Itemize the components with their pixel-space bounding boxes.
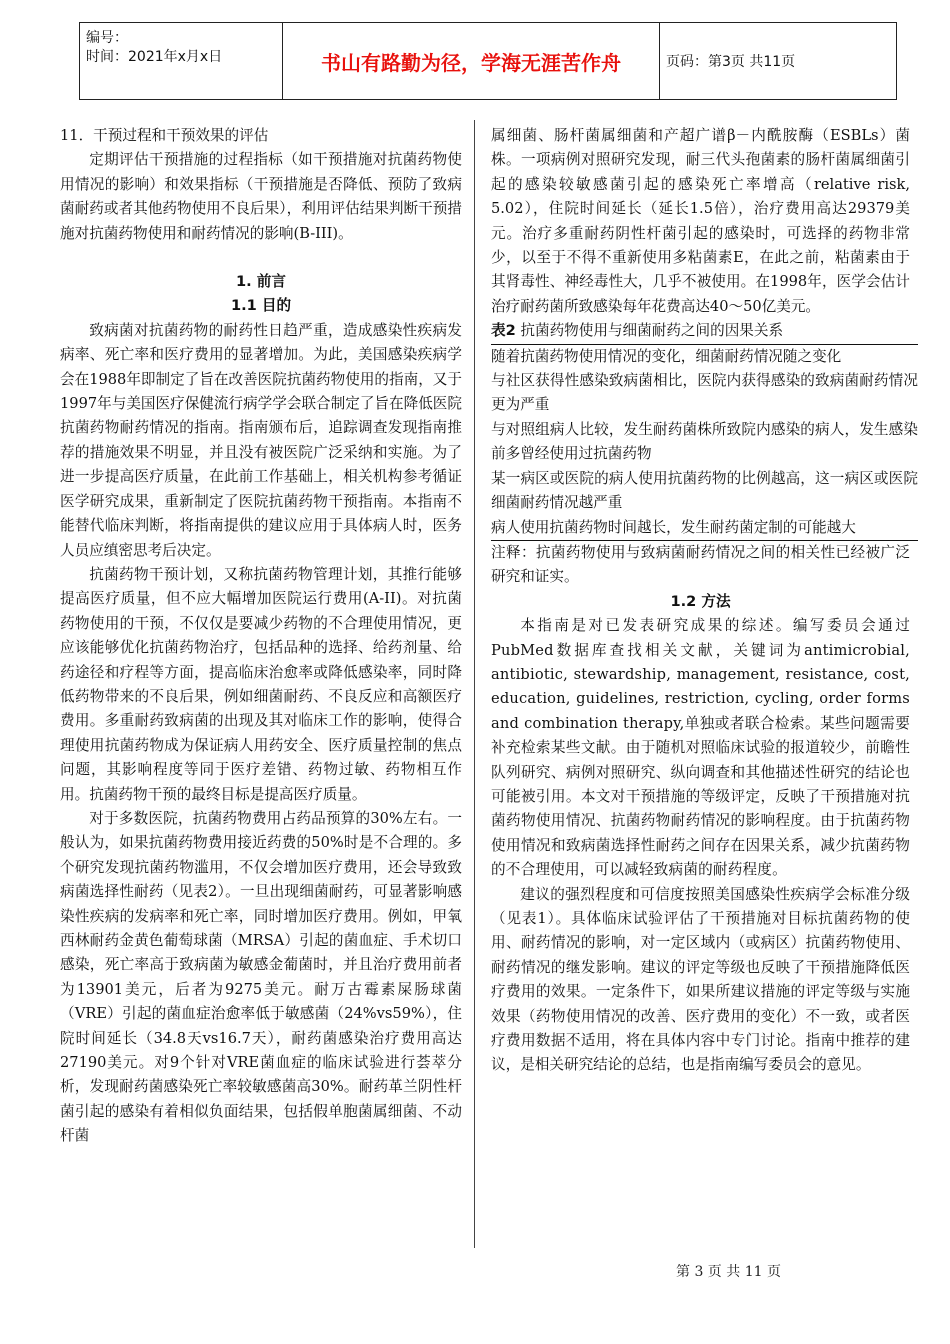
paragraph-purpose-3: 对于多数医院，抗菌药物费用占药品预算的30%左右。一般认为，如果抗菌药物费用接近药费的50%时是不合理的。多个研究发现抗菌药物滥用，不仅会增加医疗费用，还会导致致病菌选择性耐药（见表2）。一旦出现细菌耐药，可显著影响感染性疾病的发病率和死亡率，同时增加医疗费用。例如，甲氧西林耐药金黄色葡萄球菌（MRSA）引起的菌血症、手术切口感染，死亡率高于致病菌为敏感金葡菌时，并且治疗费用前者为13901美元，后者为9275美元。耐万古霉素屎肠球菌（VRE）引起的菌血症治愈率低于敏感菌（24%vs59%），住院时间延长（34.8天vs16.7天），耐药菌感染治疗费用高达27190美元。对9个针对VRE菌血症的临床试验进行荟萃分析，发现耐药菌感染死亡率较敏感菌高30%。耐药革兰阴性杆菌引起的感染有着相似负面结果，包括假单胞菌属细菌、不动杆菌: [60, 809, 462, 1145]
paragraph-method-1: 本指南是对已发表研究成果的综述。编写委员会通过PubMed数据库查找相关文献，关键词为antimicrobial, antibiotic, stewardship, management, resistance, cost, education, guidelines, restriction, cycling, order forms and combination therapy,单独或者联合检索。某些问题需要补充检索某些文献。由于随机对照临床试验的报道较少，前瞻性队列研究、病例对照研究、纵向调查和其他描述性研究的结论也可能被引用。本文对干预措施的等级评定，反映了干预措施对抗菌药物使用情况、抗菌药物耐药情况的影响程度。由于抗菌药物使用情况和致病菌选择性耐药之间存在因果关系，减少抗菌药物的不合理使用，可以减轻致病菌的耐药程度。: [491, 617, 910, 879]
column-divider: [474, 120, 475, 1248]
paragraph-method-2: 建议的强烈程度和可信度按照美国感染性疾病学会标准分级（见表1）。具体临床试验评估了干预措施对目标抗菌药物的使用、耐药情况的影响，对一定区域内（或病区）抗菌药物使用、耐药情况的继发影响。建议的评定等级也反映了干预措施降低医疗费用的效果。一定条件下，如果所建议措施的评定等级与实施效果（药物使用情况的改善、医疗费用的变化）不一致，或者医疗费用数据不适用，将在具体内容中专门讨论。指南中推荐的建议，是相关研究结论的总结，也是指南编写委员会的意见。: [491, 885, 910, 1074]
table-row: 与对照组病人比较，发生耐药菌株所致院内感染的病人，发生感染前多曾经使用过抗菌药物: [491, 420, 918, 463]
table-2-label: 表2: [491, 322, 516, 340]
document-number-label: 编号：: [86, 30, 128, 46]
document-date-label: 时间：2021年x月x日: [86, 49, 223, 65]
left-column: [60, 124, 462, 1149]
right-column: [491, 124, 918, 1078]
paragraph-purpose-1: 致病菌对抗菌药物的耐药性日趋严重，造成感染性疾病发病率、死亡率和医疗费用的显著增加。为此，美国感染疾病学会在1988年即制定了旨在改善医院抗菌药物使用的指南，又于1997年与美国医疗保健流行病学学会联合制定了旨在降低医院抗菌药物耐药情况的指南。指南颁布后，追踪调查发现指南推荐的措施效果不明显，并且没有被医院广泛采纳和实施。为了进一步提高医疗质量，在此前工作基础上，相关机构参考循证医学研究成果，重新制定了医院抗菌药物干预指南。本指南不能替代临床判断，将指南提供的建议应用于具体病人时，医务人员应缜密思考后决定。: [60, 321, 462, 559]
table-2-caption: [491, 319, 910, 343]
heading-method: 1.2 方法: [670, 592, 731, 610]
page-footer: 第 3 页 共 11 页: [676, 1264, 781, 1280]
table-2: [491, 344, 918, 541]
heading-purpose: 1.1 目的: [230, 297, 292, 315]
heading-introduction: 1. 前言: [236, 273, 286, 291]
header-meta-cell: [80, 23, 283, 99]
table-row: 某一病区或医院的病人使用抗菌药物的比例越高，这一病区或医院细菌耐药情况越严重: [491, 469, 918, 512]
page-header-table: [79, 22, 897, 100]
section-11-body: 定期评估干预措施的过程指标（如干预措施对抗菌药物使用情况的影响）和效果指标（干预措施是否降低、预防了致病菌耐药或者其他药物使用不良后果），利用评估结果判断干预措施对抗菌药物使用和耐药情况的影响(B-III)。: [60, 151, 462, 242]
table-2-title: 抗菌药物使用与细菌耐药之间的因果关系: [515, 322, 784, 340]
table-2-note: 注释：抗菌药物使用与致病菌耐药情况之间的相关性已经被广泛研究和证实。: [491, 543, 910, 586]
header-page-info: 页码：第3页 共11页: [666, 54, 796, 70]
header-motto: 书山有路勤为径，学海无涯苦作舟: [283, 23, 660, 99]
table-row: 与社区获得性感染致病菌相比，医院内获得感染的致病菌耐药情况更为严重: [491, 372, 918, 414]
paragraph-purpose-2: 抗菌药物干预计划，又称抗菌药物管理计划，其推行能够提高医疗质量，但不应大幅增加医院运行费用(A-II)。对抗菌药物使用的干预，不仅仅是要减少药物的不合理使用情况，更应该能够优化抗菌药物治疗，包括品种的选择、给药剂量、给药途径和疗程等方面，提高临床治愈率或降低感染率，同时降低药物带来的不良后果，例如细菌耐药、不良反应和高额医疗费用。多重耐药致病菌的出现及其对临床工作的影响，使得合理使用抗菌药物成为保证病人用药安全、医疗质量控制的焦点问题，其影响程度等同于医疗差错、药物过敏、药物相互作用。抗菌药物干预的最终目标是提高医疗质量。: [60, 565, 462, 803]
section-11-title: 11．干预过程和干预效果的评估: [60, 127, 269, 144]
table-row: 病人使用抗菌药物时间越长，发生耐药菌定制的可能越大: [491, 518, 856, 536]
paragraph-continued: 属细菌、肠杆菌属细菌和产超广谱β－内酰胺酶（ESBLs）菌株。一项病例对照研究发现，耐三代头孢菌素的肠杆菌属细菌引起的感染较敏感菌引起的感染死亡率增高（relative risk, 5.02），住院时间延长（延长1.5倍），治疗费用高达29379美元。治疗多重耐药阴性杆菌引起的感染时，可选择的药物非常少，以至于不得不重新使用多粘菌素E，在此之前，粘菌素由于其肾毒性、神经毒性大，几乎不被使用。在1998年，医学会估计治疗耐药菌所致感染每年花费高达40～50亿美元。: [491, 127, 910, 315]
table-row: 随着抗菌药物使用情况的变化，细菌耐药情况随之变化: [491, 347, 842, 365]
